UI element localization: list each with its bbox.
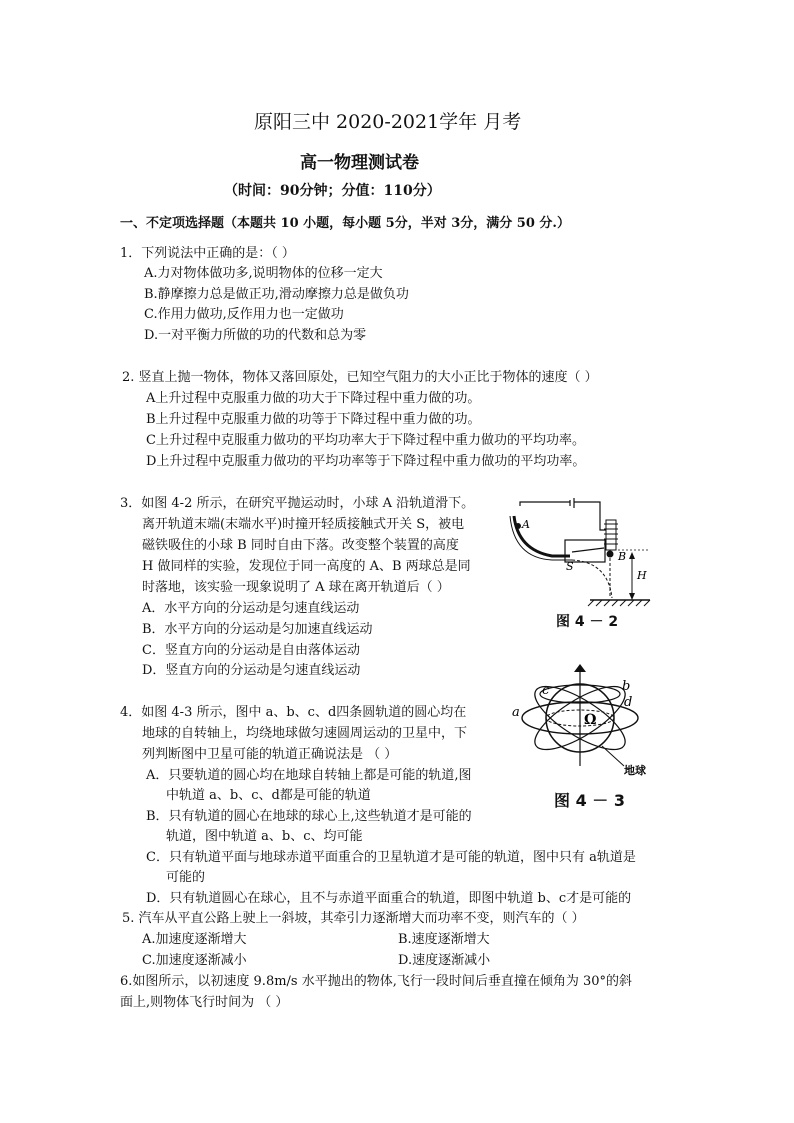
- q3-stem-line: 磁铁吸住的小球 B 同时自由下落。改变整个装置的高度: [142, 538, 459, 553]
- q4-stem-line: 4．如图 4-3 所示，图中 a、b、c、d四条圆轨道的圆心均在: [120, 705, 467, 720]
- q3-stem-line: H 做同样的实验，发现位于同一高度的 A、B 两球总是同: [142, 559, 471, 574]
- q2-option-a: A上升过程中克服重力做的功大于下降过程中重力做的功。: [146, 391, 481, 406]
- q4-option-b: B．只有轨道的圆心在地球的球心上,这些轨道才是可能的: [146, 809, 472, 824]
- q6-stem-line: 面上,则物体飞行时间为 （ ）: [120, 995, 289, 1010]
- figure-4-3: [512, 662, 670, 782]
- fig42-label-s: S: [566, 560, 574, 573]
- q1-option-b: B.静摩擦力总是做正功,滑动摩擦力总是做负功: [144, 287, 409, 302]
- q3-option-d: D．竖直方向的分运动是匀速直线运动: [142, 663, 361, 678]
- fig43-earth-label: 地球: [624, 764, 646, 777]
- q2-option-c: C上升过程中克服重力做功的平均功率大于下降过程中重力做功的平均功率。: [146, 433, 585, 448]
- q4-option-a: A．只要轨道的圆心均在地球自转轴上都是可能的轨道,图: [146, 768, 472, 783]
- figure-4-2-caption: 图 4 － 2: [556, 614, 619, 630]
- fig42-label-b: B: [618, 550, 627, 563]
- q4-option-d: D．只有轨道圆心在球心，且不与赤道平面重合的轨道，即图中轨道 b、c才是可能的: [146, 891, 632, 906]
- figure-4-2: [500, 500, 660, 610]
- q5-option-a: A.加速度逐渐增大: [142, 932, 247, 947]
- q4-option-b-cont: 轨道，图中轨道 a、b、c、均可能: [166, 829, 363, 844]
- q6-stem-line: 6.如图所示，以初速度 9.8m/s 水平抛出的物体,飞行一段时间后垂直撞在倾角为 30°的斜: [120, 974, 633, 989]
- q5-stem: 5. 汽车从平直公路上驶上一斜坡，其牵引力逐渐增大而功率不变，则汽车的（ ）: [122, 911, 585, 926]
- q3-option-a: A．水平方向的分运动是匀速直线运动: [142, 601, 360, 616]
- q4-option-a-cont: 中轨道 a、b、c、d都是可能的轨道: [166, 788, 371, 803]
- q3-stem-line: 离开轨道末端(末端水平)时撞开轻质接触式开关 S，被电: [142, 517, 465, 532]
- q4-stem-line: 地球的自转轴上，均绕地球做匀速圆周运动的卫星中，下: [142, 726, 468, 741]
- exam-subtitle: 高一物理测试卷: [300, 153, 419, 173]
- q2-option-b: B上升过程中克服重力做的功等于下降过程中重力做的功。: [146, 412, 481, 427]
- fig43-label-b: b: [622, 679, 631, 694]
- q2-option-d: D上升过程中克服重力做功的平均功率等于下降过程中重力做功的平均功率。: [146, 454, 586, 469]
- fig42-label-h: H: [637, 569, 647, 582]
- q5-option-d: D.速度逐渐减小: [398, 953, 491, 968]
- exam-title: 原阳三中 2020-2021学年 月考: [254, 111, 522, 133]
- q4-option-c-cont: 可能的: [166, 870, 206, 885]
- q1-option-a: A.力对物体做功多,说明物体的位移一定大: [144, 266, 383, 281]
- q3-stem-line: 时落地，该实验一现象说明了 A 球在离开轨道后（ ）: [142, 580, 450, 595]
- q3-option-c: C．竖直方向的分运动是自由落体运动: [142, 643, 360, 658]
- q4-option-c: C．只有轨道平面与地球赤道平面重合的卫星轨道才是可能的轨道，图中只有 a轨道是: [146, 850, 636, 865]
- exam-info: （时间：90分钟；分值：110分）: [224, 183, 441, 199]
- fig43-label-d: d: [624, 695, 633, 710]
- fig43-omega: Ω: [584, 712, 597, 728]
- q1-option-c: C.作用力做功,反作用力也一定做功: [144, 307, 344, 322]
- q2-stem: 2. 竖直上抛一物体，物体又落回原处，已知空气阻力的大小正比于物体的速度（ ）: [122, 370, 598, 385]
- fig42-label-a: A: [522, 518, 530, 531]
- fig43-label-a: a: [512, 705, 520, 720]
- section-heading: 一、不定项选择题（本题共 10 小题，每小题 5分，半对 3分，满分 50 分.）: [120, 216, 570, 231]
- q1-stem: 1．下列说法中正确的是：（ ）: [120, 246, 295, 261]
- q5-option-c: C.加速度逐渐减小: [142, 953, 247, 968]
- q3-option-b: B．水平方向的分运动是匀加速直线运动: [142, 622, 373, 637]
- q4-stem-line: 列判断图中卫星可能的轨道正确说法是 （ ）: [142, 747, 398, 762]
- q1-option-d: D.一对平衡力所做的功的代数和总为零: [144, 328, 367, 343]
- figure-4-3-caption: 图 4 － 3: [554, 791, 625, 810]
- q3-stem-line: 3．如图 4-2 所示，在研究平抛运动时，小球 A 沿轨道滑下。: [120, 496, 475, 511]
- q5-option-b: B.速度逐渐增大: [398, 932, 490, 947]
- fig43-label-c: c: [542, 683, 550, 698]
